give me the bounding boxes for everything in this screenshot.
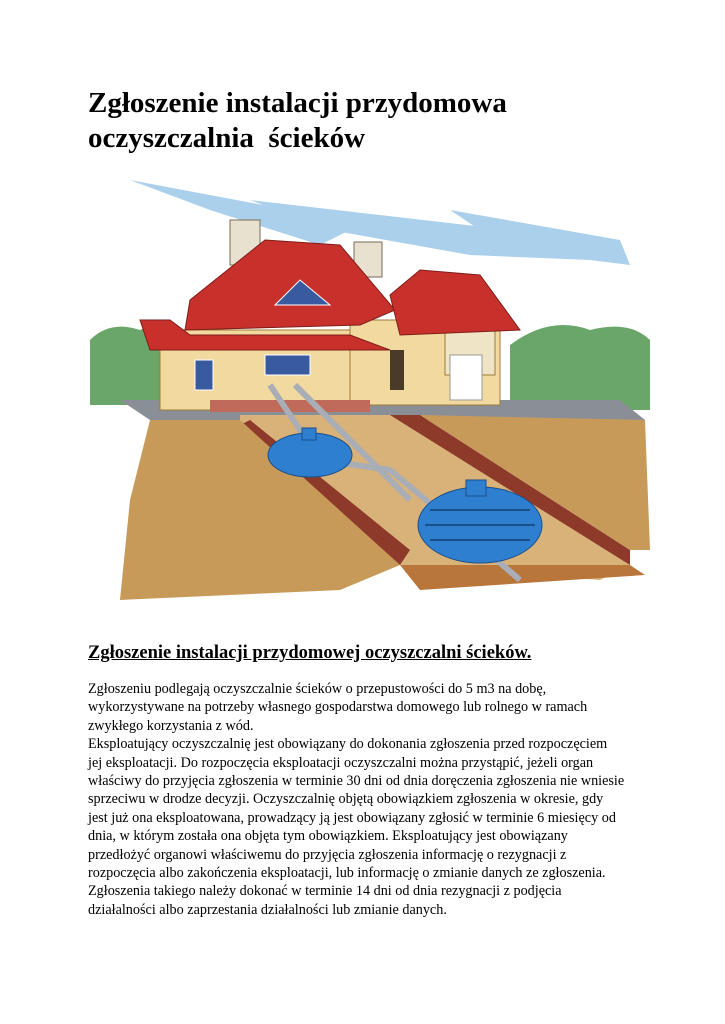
section-heading: Zgłoszenie instalacji przydomowej oczyszczalni ścieków.	[88, 643, 532, 663]
word: z	[215, 717, 222, 734]
word: zwykłego	[88, 717, 144, 734]
text-line: Zgłoszeniu podlegają oczyszczalnie ścieków o przepustowości do 5 m3 na dobę,	[88, 681, 547, 697]
word: wód.	[225, 717, 254, 734]
word: korzystania	[146, 717, 213, 734]
text-line: Eksploatujący oczyszczalnię jest obowiązany do dokonania zgłoszenia przed rozpoczęciem	[88, 736, 608, 753]
text-line: jej eksploatacji. Do rozpoczęcia eksploatacji oczyszczalni można przystąpić, jeżeli organ	[88, 754, 594, 771]
text-line: działalności albo zaprzestania działalności lub zmianie danych.	[88, 901, 447, 918]
text-line: wykorzystywane na potrzeby własnego gospodarstwa domowego lub rolnego w ramach	[88, 699, 588, 716]
text-line-justified	[88, 717, 638, 735]
text-line: właściwy do przyjęcia zgłoszenia w terminie 30 dni od dnia doręczenia zgłoszenia nie wniesie	[88, 773, 625, 790]
body-paragraph	[88, 680, 638, 919]
text-line: dnia, w którym została ona objęta tym obowiązkiem. Eksploatujący jest obowiązany	[88, 828, 568, 845]
trench	[120, 415, 650, 600]
house-septic-illustration	[90, 170, 650, 610]
text-line: Zgłoszenia takiego należy dokonać w terminie 14 dni od dnia rezygnacji z podjęcia	[88, 883, 562, 900]
text-line: przedłożyć organowi właściwemu do przyjęcia zgłoszenia informację o rezygnacji z	[88, 846, 567, 863]
document-title	[88, 86, 648, 156]
title-line-1: Zgłoszenie instalacji przydomowa	[88, 87, 507, 119]
text-line: sprzeciwu w drodze decyzji. Oczyszczalnię objętą obowiązkiem zgłoszenia w okresie, gdy	[88, 791, 604, 808]
title-line-2: oczyszczalnia ścieków	[88, 122, 366, 154]
text-line: jest już ona eksploatowana, prowadzący ją jest obowiązany zgłosić w terminie 6 miesięcy od	[88, 809, 616, 826]
text-line: rozpoczęcia albo zakończenia eksploatacji, lub informację o zmianie danych ze zgłoszenia.	[88, 865, 606, 882]
